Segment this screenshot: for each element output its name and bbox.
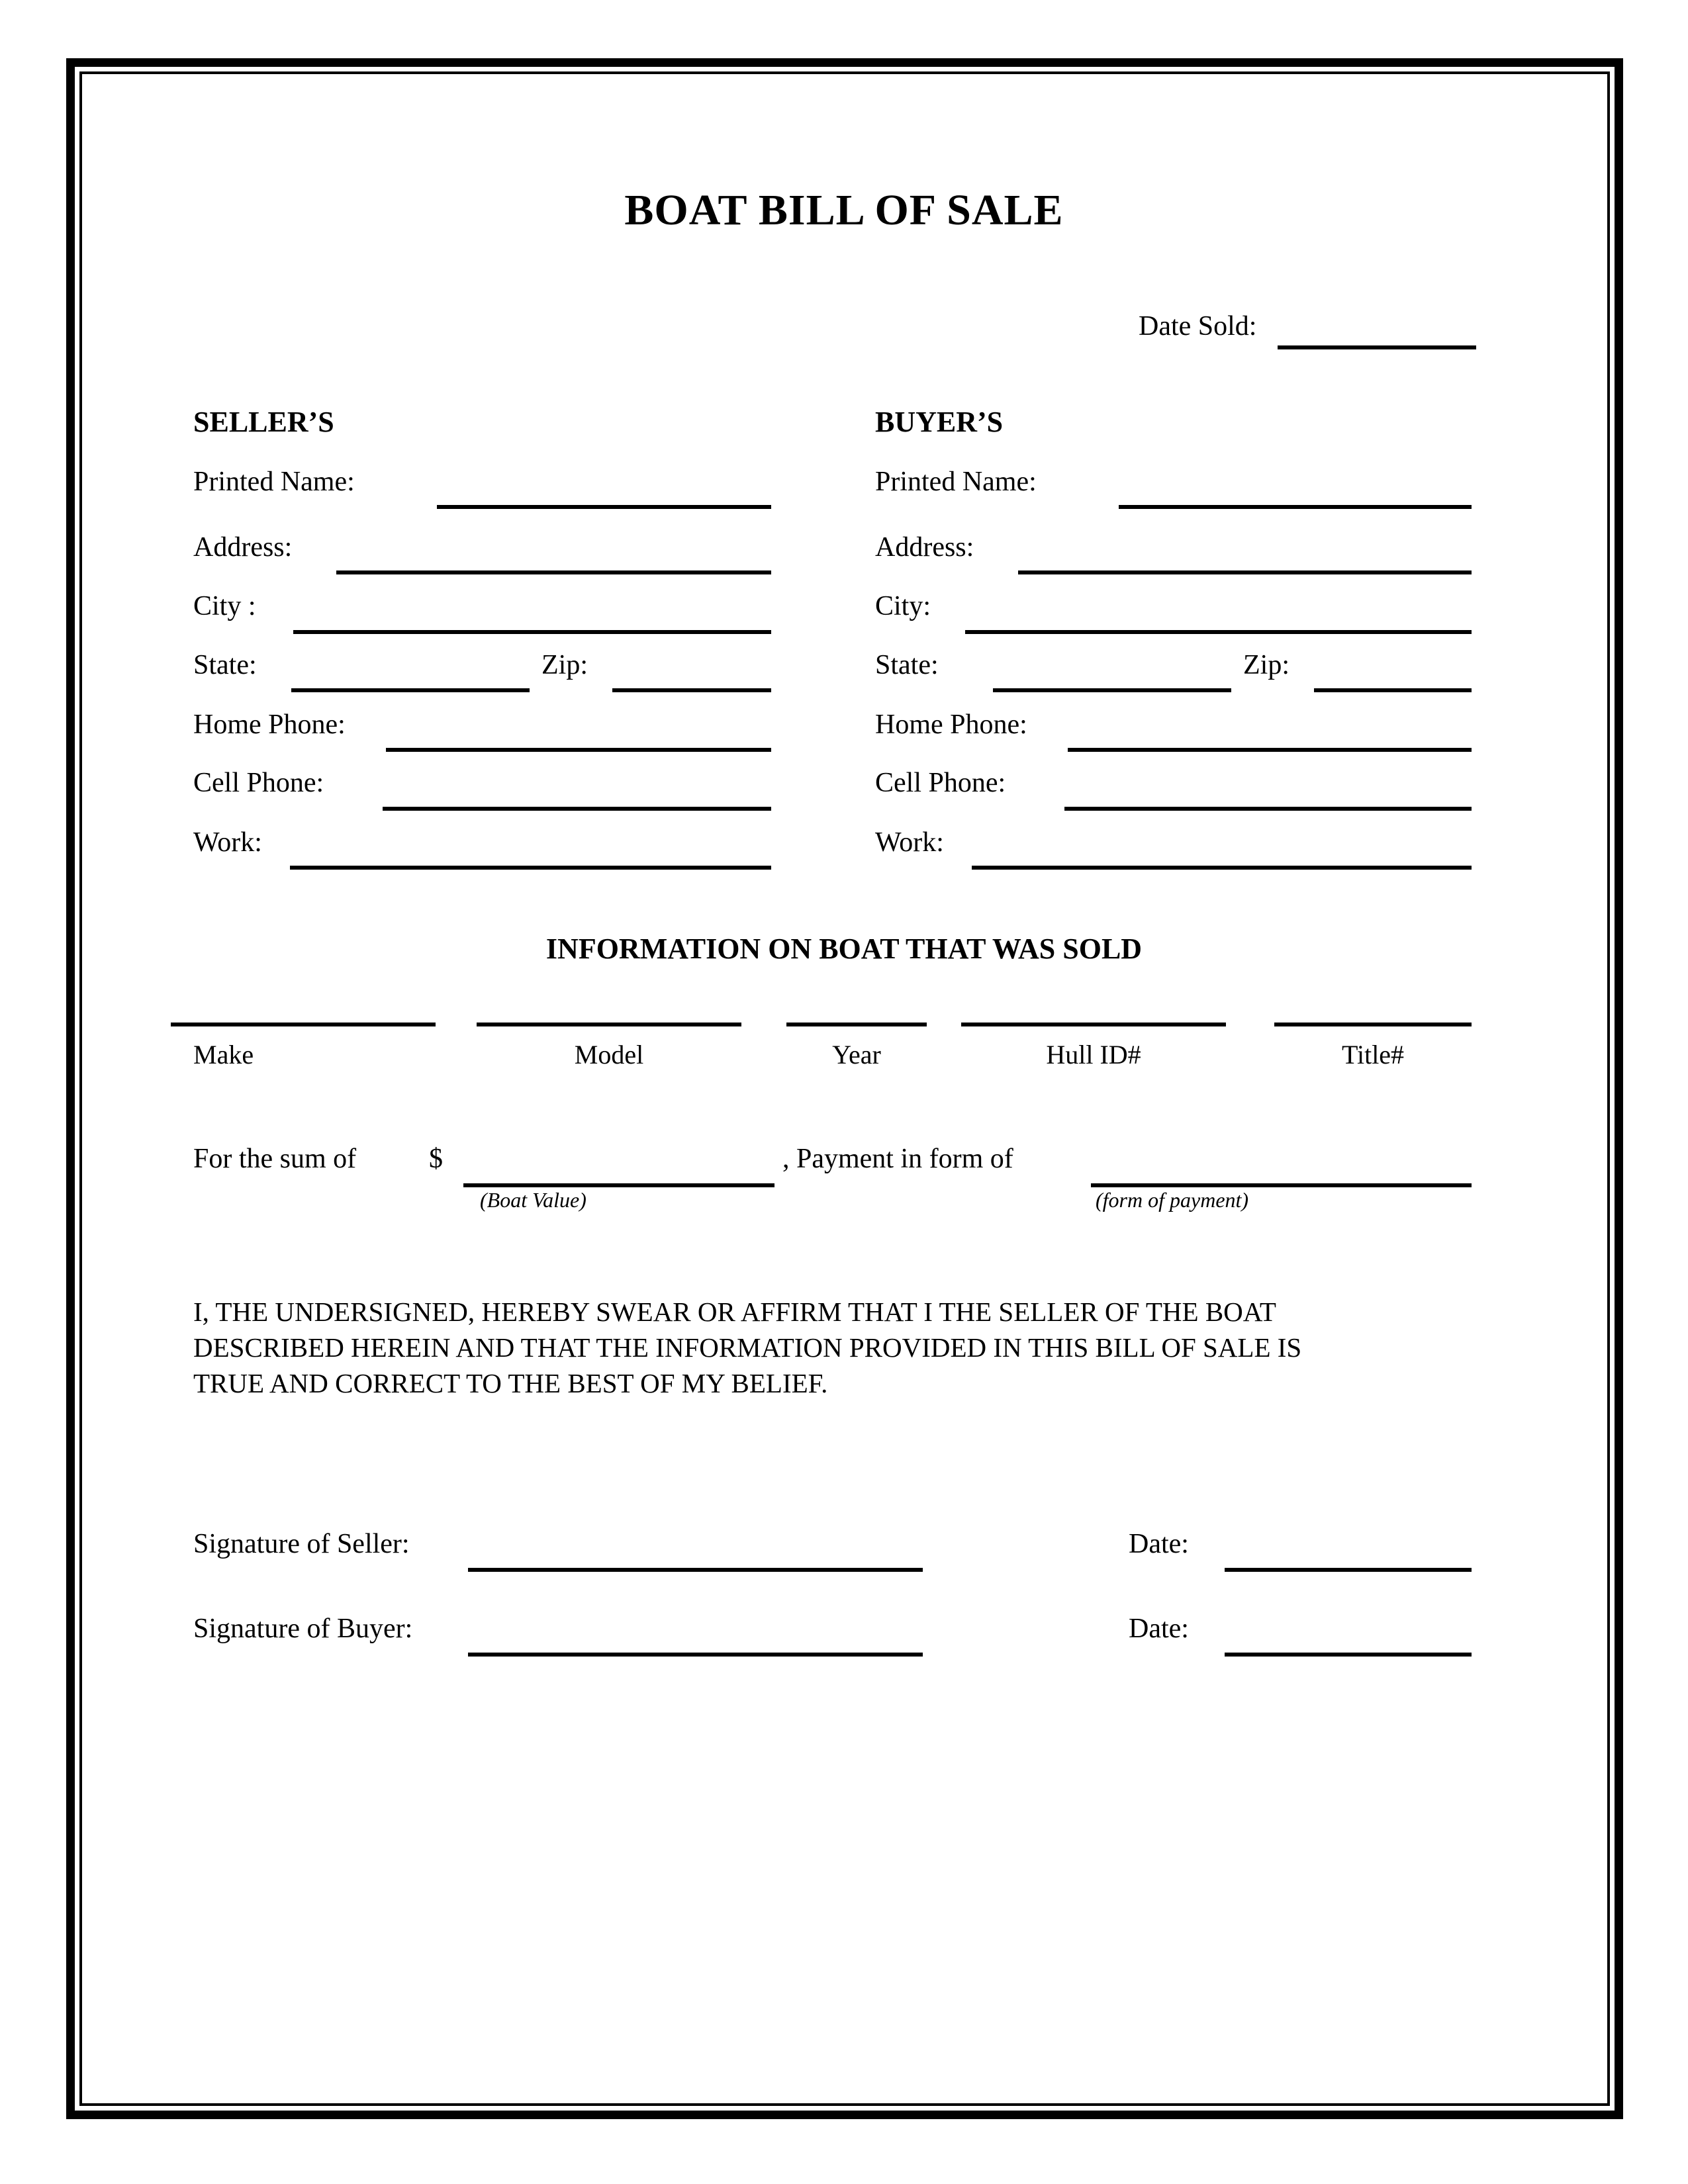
seller-date-input-line[interactable] [1225, 1568, 1472, 1572]
seller-work-input-line[interactable] [290, 866, 771, 870]
buyer-date-input-line[interactable] [1225, 1653, 1472, 1657]
page-title: BOAT BILL OF SALE [624, 186, 1064, 234]
boat-hull-id-input-line[interactable] [961, 1023, 1226, 1026]
buyer-cell-phone-input-line[interactable] [1064, 807, 1472, 811]
seller-work-label: Work: [193, 827, 262, 858]
seller-city-label: City : [193, 591, 256, 621]
seller-cell-phone-input-line[interactable] [383, 807, 771, 811]
for-the-sum-of-label: For the sum of [193, 1144, 357, 1174]
buyer-zip-input-line[interactable] [1314, 688, 1472, 692]
buyer-heading: BUYER’S [875, 406, 1004, 438]
boat-value-hint: (Boat Value) [480, 1188, 586, 1212]
date-sold-input-line[interactable] [1278, 345, 1476, 349]
affirmation-line-2: DESCRIBED HEREIN AND THAT THE INFORMATION PROVIDED IN THIS BILL OF SALE IS [193, 1332, 1302, 1363]
seller-printed-name-label: Printed Name: [193, 467, 355, 497]
payment-in-form-of-label: , Payment in form of [782, 1144, 1013, 1174]
buyer-printed-name-label: Printed Name: [875, 467, 1037, 497]
buyer-home-phone-input-line[interactable] [1068, 748, 1472, 752]
signature-of-buyer-label: Signature of Buyer: [193, 1614, 413, 1644]
signature-of-seller-input-line[interactable] [468, 1568, 923, 1572]
seller-address-label: Address: [193, 532, 293, 563]
affirmation-line-3: TRUE AND CORRECT TO THE BEST OF MY BELIEF. [193, 1368, 828, 1398]
seller-printed-name-input-line[interactable] [437, 505, 771, 509]
currency-symbol: $ [429, 1144, 443, 1174]
buyer-city-input-line[interactable] [965, 630, 1472, 634]
boat-info-heading: INFORMATION ON BOAT THAT WAS SOLD [545, 933, 1143, 965]
boat-model-input-line[interactable] [477, 1023, 741, 1026]
payment-form-input-line[interactable] [1091, 1183, 1472, 1187]
buyer-work-input-line[interactable] [972, 866, 1472, 870]
affirmation-statement [193, 1294, 1438, 1401]
boat-value-input-line[interactable] [463, 1183, 774, 1187]
boat-year-input-line[interactable] [786, 1023, 927, 1026]
buyer-address-input-line[interactable] [1018, 570, 1472, 574]
buyer-work-label: Work: [875, 827, 944, 858]
boat-column-label-model: Model [574, 1040, 644, 1069]
boat-column-label-year: Year [832, 1040, 881, 1069]
buyer-cell-phone-label: Cell Phone: [875, 768, 1006, 798]
payment-form-hint: (form of payment) [1096, 1188, 1249, 1212]
boat-column-label-hull-id: Hull ID# [1046, 1040, 1141, 1069]
seller-zip-input-line[interactable] [612, 688, 771, 692]
buyer-home-phone-label: Home Phone: [875, 709, 1027, 740]
affirmation-line-1: I, THE UNDERSIGNED, HEREBY SWEAR OR AFFIRM THAT I THE SELLER OF THE BOAT [193, 1297, 1276, 1327]
buyer-address-label: Address: [875, 532, 974, 563]
boat-column-label-title-number: Title# [1341, 1040, 1405, 1069]
signature-of-seller-label: Signature of Seller: [193, 1529, 410, 1559]
seller-zip-label: Zip: [541, 650, 588, 680]
buyer-printed-name-input-line[interactable] [1119, 505, 1472, 509]
seller-state-input-line[interactable] [291, 688, 530, 692]
seller-state-label: State: [193, 650, 257, 680]
boat-make-input-line[interactable] [171, 1023, 436, 1026]
seller-home-phone-input-line[interactable] [386, 748, 771, 752]
buyer-city-label: City: [875, 591, 931, 621]
buyer-zip-label: Zip: [1243, 650, 1289, 680]
seller-heading: SELLER’S [193, 406, 334, 438]
signature-of-buyer-input-line[interactable] [468, 1653, 923, 1657]
seller-cell-phone-label: Cell Phone: [193, 768, 324, 798]
buyer-state-input-line[interactable] [993, 688, 1231, 692]
seller-city-input-line[interactable] [293, 630, 771, 634]
boat-column-label-make: Make [193, 1040, 254, 1069]
seller-home-phone-label: Home Phone: [193, 709, 346, 740]
seller-address-input-line[interactable] [336, 570, 771, 574]
buyer-date-label: Date: [1129, 1614, 1189, 1644]
seller-date-label: Date: [1129, 1529, 1189, 1559]
buyer-state-label: State: [875, 650, 939, 680]
date-sold-label: Date Sold: [1139, 311, 1257, 341]
boat-title-number-input-line[interactable] [1274, 1023, 1472, 1026]
